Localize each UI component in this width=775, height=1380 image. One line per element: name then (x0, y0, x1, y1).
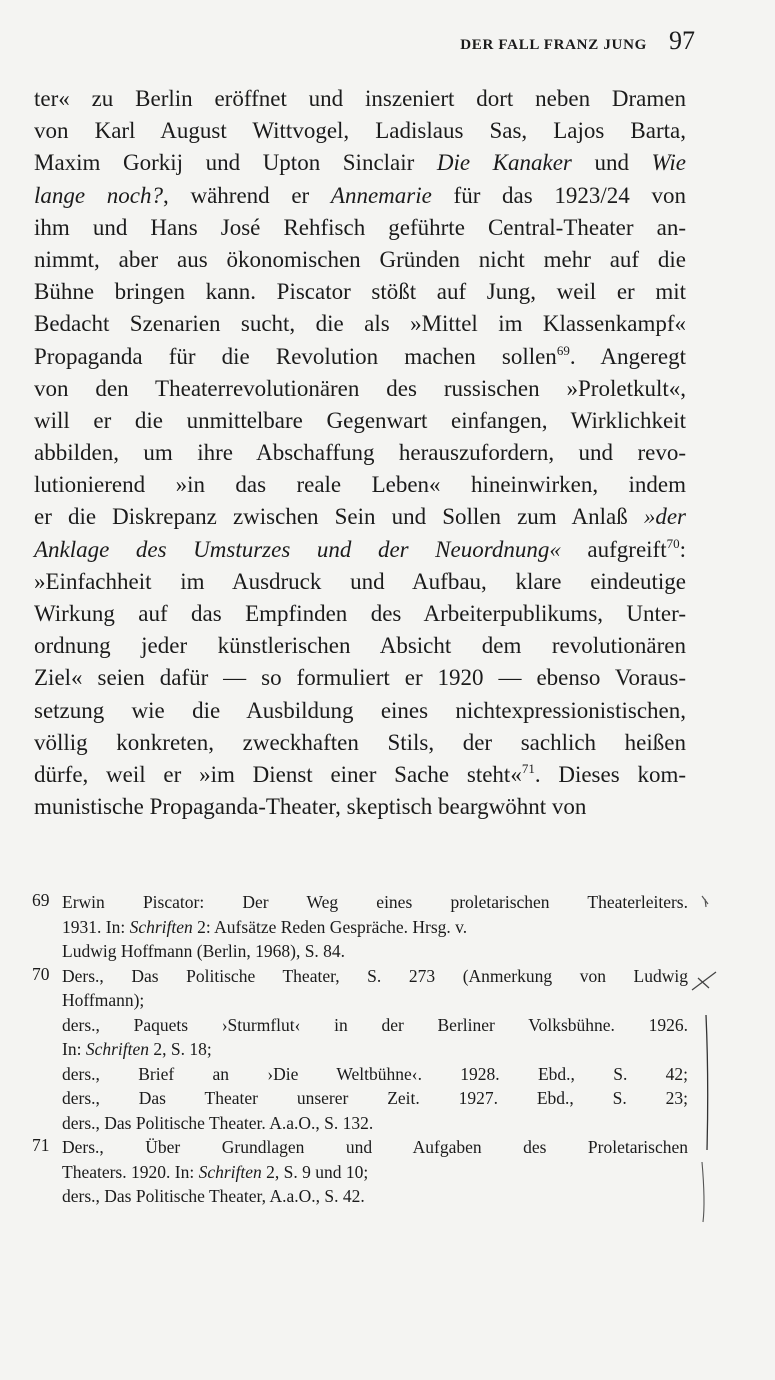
text-line: ter« zu Berlin eröffnet und inszeniert dort neben Dramen (34, 86, 686, 111)
footnote-text: In: (62, 1039, 86, 1059)
footnote-text: ders., Das Politische Theater, A.a.O., S. 42. (62, 1186, 365, 1206)
footnote-italic: Schriften (129, 916, 193, 937)
text-run: für das 1923/24 von (431, 182, 687, 208)
text-line: ihm und Hans José Rehfisch geführte Central-Theater an- (34, 214, 686, 240)
footnote-text: Ludwig Hoffmann (Berlin, 1968), S. 84. (62, 941, 346, 961)
footnote-ref: 71 (521, 760, 535, 776)
text-line: setzung wie die Ausbildung eines nichtexpressionistischen, (34, 697, 686, 723)
text-line: Ziel« seien dafür — so formuliert er 1920 — ebenso Voraus- (34, 665, 686, 691)
footnote-text: Ders., Das Politische Theater, S. 273 (Anmerkung von Ludwig (62, 965, 688, 986)
play-title: Wie (651, 150, 687, 176)
text-run: dürfe, weil er »im Dienst einer Sache steht« (34, 761, 522, 787)
text-line: Wirkung auf das Empfinden des Arbeiterpublikums, Unter- (34, 601, 686, 626)
footnote-text: Hoffmann); (62, 990, 145, 1010)
footnote-text: 1931. In: (62, 916, 130, 937)
footnote-text: ders., Brief an ›Die Weltbühne‹. 1928. Ebd., S. 42; (62, 1063, 688, 1084)
footnote-number: 69 (32, 890, 50, 910)
text-run: . Dieses kom- (534, 761, 686, 787)
footnote-text: 2, S. 18; (149, 1039, 212, 1059)
quote-italic: Anklage des Umsturzes und der Neuordnung« (34, 536, 561, 562)
footnote-italic: Schriften (85, 1039, 150, 1059)
text-line: abbilden, um ihre Abschaffung herauszufordern, und revo- (34, 440, 686, 466)
text-run: . Angeregt (569, 343, 686, 369)
quote-italic: »der (643, 504, 686, 530)
footnote-text: 2: Aufsätze Reden Gespräche. Hrsg. v. (192, 916, 468, 937)
footnote-text: Ders., Über Grundlagen und Aufgaben des Proletarischen (62, 1137, 688, 1157)
footnote-text: 2, S. 9 und 10; (261, 1161, 369, 1182)
text-line: nimmt, aber aus ökonomischen Gründen nicht mehr auf die (34, 246, 686, 272)
text-line: will er die unmittelbare Gegenwart einfangen, Wirklichkeit (34, 407, 686, 433)
text-run: Maxim Gorkij und Upton Sinclair (34, 150, 437, 176)
footnote-text: ders., Paquets ›Sturmflut‹ in der Berliner Volksbühne. 1926. (62, 1014, 688, 1035)
text-run: Propaganda für die Revolution machen sollen (34, 343, 557, 369)
footnote-number: 70 (32, 963, 50, 984)
text-line: völlig konkreten, zweckhaften Stils, der sachlich heißen (34, 729, 686, 755)
text-run: aufgreift (560, 536, 667, 562)
running-title: DER FALL FRANZ JUNG (460, 37, 647, 53)
footnote-number: 71 (32, 1135, 50, 1155)
text-run: er die Diskrepanz zwischen Sein und Sollen zum Anlaß (34, 504, 644, 530)
footnote-ref: 70 (666, 535, 680, 551)
footnote-text: Theaters. 1920. In: (62, 1161, 199, 1182)
footnote-ref: 69 (556, 342, 570, 358)
text-line: lutionierend »in das reale Leben« hineinwirken, indem (34, 472, 686, 498)
footnote-text: ders., Das Politische Theater. A.a.O., S. 132. (62, 1112, 374, 1133)
text-line: Bühne bringen kann. Piscator stößt auf Jung, weil er mit (34, 279, 686, 305)
text-run: : (679, 536, 686, 562)
footnote-italic: Schriften (198, 1161, 262, 1182)
text-line: ordnung jeder künstlerischen Absicht dem revolutionären (34, 633, 686, 659)
text-run: , während er (163, 182, 331, 208)
text-line: Bedacht Szenarien sucht, die als »Mittel im Klassenkampf« (34, 311, 686, 337)
text-line: »Einfachheit im Ausdruck und Aufbau, klare eindeutige (34, 568, 686, 594)
text-line: von den Theaterrevolutionären des russischen »Proletkult«, (34, 375, 686, 401)
footnote-text: ders., Das Theater unserer Zeit. 1927. Ebd., S. 23; (62, 1088, 688, 1108)
page-number: 97 (669, 26, 695, 55)
play-title: Die Kanaker (436, 150, 572, 176)
text-run: und (571, 150, 652, 176)
text-line: von Karl August Wittvogel, Ladislaus Sas, Lajos Barta, (34, 118, 686, 144)
footnote-text: Erwin Piscator: Der Weg eines proletarischen Theaterleiters. (62, 892, 688, 912)
text-line: munistische Propaganda-Theater, skeptisch beargwöhnt von (34, 794, 587, 820)
play-title: lange noch? (34, 182, 164, 208)
play-title: Annemarie (330, 182, 432, 208)
